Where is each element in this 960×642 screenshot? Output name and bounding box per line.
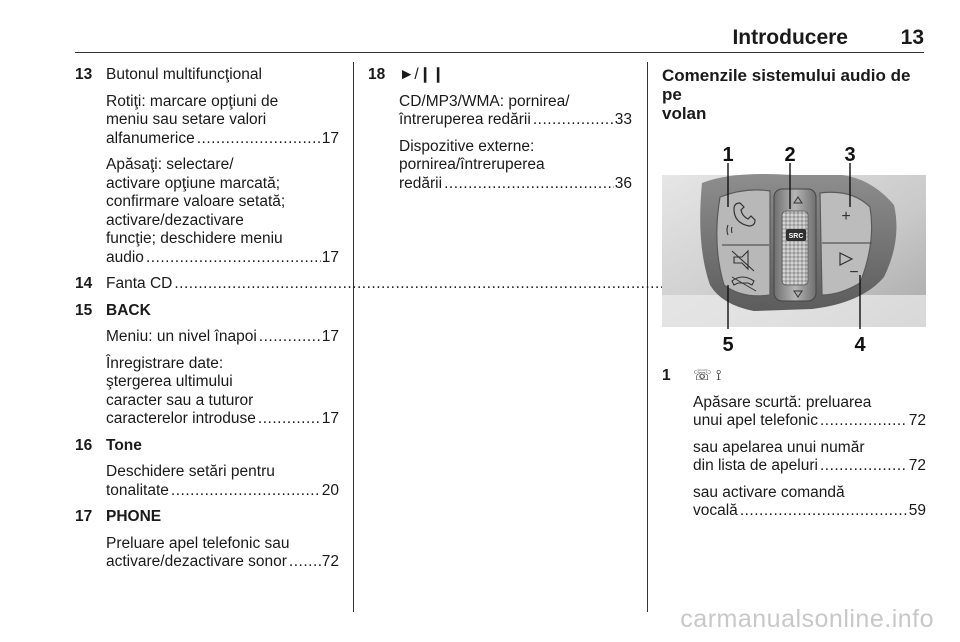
reference-text: redării (399, 174, 443, 192)
reference-text: alfanumerice (106, 129, 195, 147)
leader-dots (259, 328, 321, 347)
entry-16 (75, 437, 339, 501)
reference-page: 36 (614, 174, 632, 192)
callout-1: 1 (722, 145, 734, 166)
leader-dots (174, 275, 712, 294)
entry-15 (75, 302, 339, 429)
entry-1 (662, 367, 926, 521)
entry-paragraph (106, 328, 339, 347)
leader-dots (197, 130, 321, 149)
entry-paragraph (693, 394, 926, 431)
entry-number: 14 (75, 275, 93, 292)
entry-paragraph (106, 355, 339, 429)
reference-text: Meniu: un nivel înapoi (106, 328, 257, 345)
reference-text: vocală (693, 502, 738, 519)
reference-page: 33 (614, 111, 632, 128)
page-reference (399, 111, 632, 130)
column-divider-2 (647, 62, 648, 612)
entry-paragraph (106, 156, 339, 267)
reference-page: 59 (908, 502, 926, 519)
reference-text: unui apel telefonic (693, 412, 818, 429)
reference-page: 17 (321, 248, 339, 266)
reference-text: activare/dezactivare sonor (106, 553, 287, 570)
entry-paragraph (693, 439, 926, 476)
text-line: caracter sau a tuturor (106, 391, 254, 409)
text-line: CD/MP3/WMA: pornirea/ (399, 92, 570, 110)
text-line: Apăsare scurtă: preluarea (693, 393, 872, 411)
page-reference (106, 275, 731, 294)
text-line: ştergerea ultimului (106, 373, 233, 390)
text-line: meniu sau setare valori (106, 111, 267, 128)
text-line: activare opţiune marcată; (106, 174, 281, 192)
text-line: pornirea/întreruperea (399, 156, 545, 173)
text-line: confirmare valoare setată; (106, 193, 286, 210)
page-reference (106, 553, 339, 572)
column-1 (75, 66, 339, 580)
reference-text: din lista de apeluri (693, 457, 818, 474)
src-label: SRC (788, 233, 804, 240)
thumbwheel (782, 211, 808, 285)
page-number: 13 (900, 26, 924, 49)
reference-text: Fanta CD (106, 275, 173, 292)
reference-page: 72 (908, 457, 926, 474)
entry-paragraph (399, 138, 632, 194)
reference-page: 17 (321, 410, 339, 427)
leader-dots (289, 553, 321, 572)
text-line: Rotiţi: marcare opţiuni de (106, 92, 279, 110)
leader-dots (146, 249, 321, 268)
leader-dots (820, 412, 908, 431)
leader-dots (740, 502, 908, 521)
page-reference (693, 412, 926, 431)
reference-text: audio (106, 248, 144, 266)
entry-14 (75, 275, 339, 294)
reference-page: 72 (321, 553, 339, 570)
reference-page: 20 (321, 481, 339, 499)
entry-paragraph (399, 93, 632, 130)
text-line: sau activare comandă (693, 483, 845, 501)
reference-page: 72 (908, 412, 926, 429)
entry-paragraph (106, 463, 339, 500)
entry-number: 16 (75, 436, 93, 454)
entry-13 (75, 66, 339, 267)
entry-label: Tone (106, 436, 142, 454)
section-title-line: volan (662, 104, 707, 123)
reference-text: tonalitate (106, 481, 169, 499)
page-reference (693, 502, 926, 521)
page-reference (106, 410, 339, 429)
page-reference (106, 328, 339, 347)
header-rule (75, 52, 924, 53)
volume-up-icon: + (841, 208, 851, 225)
leader-dots (258, 410, 321, 429)
entry-paragraph (693, 484, 926, 521)
entry-paragraph (106, 535, 339, 572)
entry-paragraph (106, 93, 339, 149)
reference-page: 17 (321, 328, 339, 345)
column-divider-1 (353, 62, 354, 612)
page-reference (106, 130, 339, 149)
column-2 (368, 66, 632, 201)
section-title (662, 66, 926, 123)
text-line: Dispozitive externe: (399, 137, 535, 155)
entry-label: PHONE (106, 508, 162, 525)
steering-wheel-controls-figure (662, 145, 926, 357)
entry-number: 13 (75, 66, 93, 83)
entry-number: 18 (368, 66, 386, 83)
steering-wheel-controls-illustration (662, 145, 926, 357)
leader-dots (171, 482, 321, 501)
reference-text: întreruperea redării (399, 111, 531, 128)
leader-dots (820, 457, 908, 476)
page-reference (106, 249, 339, 268)
page-reference (106, 482, 339, 501)
text-line: sau apelarea unui număr (693, 438, 865, 456)
section-title-line: Comenzile sistemului audio de pe (662, 66, 911, 104)
play-pause-icon: ►/❙❙ (399, 66, 445, 83)
callout-3: 3 (844, 145, 856, 166)
phone-voice-icon: ☏ ⟟ (693, 367, 722, 384)
entry-number: 15 (75, 301, 93, 319)
entry-18 (368, 66, 632, 193)
page-reference (399, 175, 632, 194)
entry-number: 1 (662, 367, 671, 384)
entry-label: BACK (106, 301, 151, 319)
watermark-link[interactable]: carmanualsonline.info (680, 605, 934, 633)
text-line: Apăsaţi: selectare/ (106, 156, 234, 173)
column-3 (662, 66, 926, 529)
callout-2: 2 (784, 145, 796, 166)
text-line: Preluare apel telefonic sau (106, 534, 290, 552)
text-line: Înregistrare date: (106, 354, 224, 372)
text-line: funcţie; deschidere meniu (106, 230, 283, 247)
reference-page: 17 (321, 129, 339, 147)
entry-17 (75, 508, 339, 572)
text-line: Deschidere setări pentru (106, 463, 275, 480)
leader-dots (533, 111, 614, 130)
header-title: Introducere (732, 26, 848, 49)
leader-dots (444, 175, 614, 194)
entry-number: 17 (75, 508, 93, 525)
volume-down-icon: − (849, 264, 859, 281)
callout-4: 4 (854, 334, 866, 356)
page-reference (693, 457, 926, 476)
entry-label: Butonul multifuncţional (106, 66, 262, 83)
text-line: activare/dezactivare (106, 211, 244, 229)
reference-text: caracterelor introduse (106, 410, 256, 427)
callout-5: 5 (722, 334, 734, 356)
